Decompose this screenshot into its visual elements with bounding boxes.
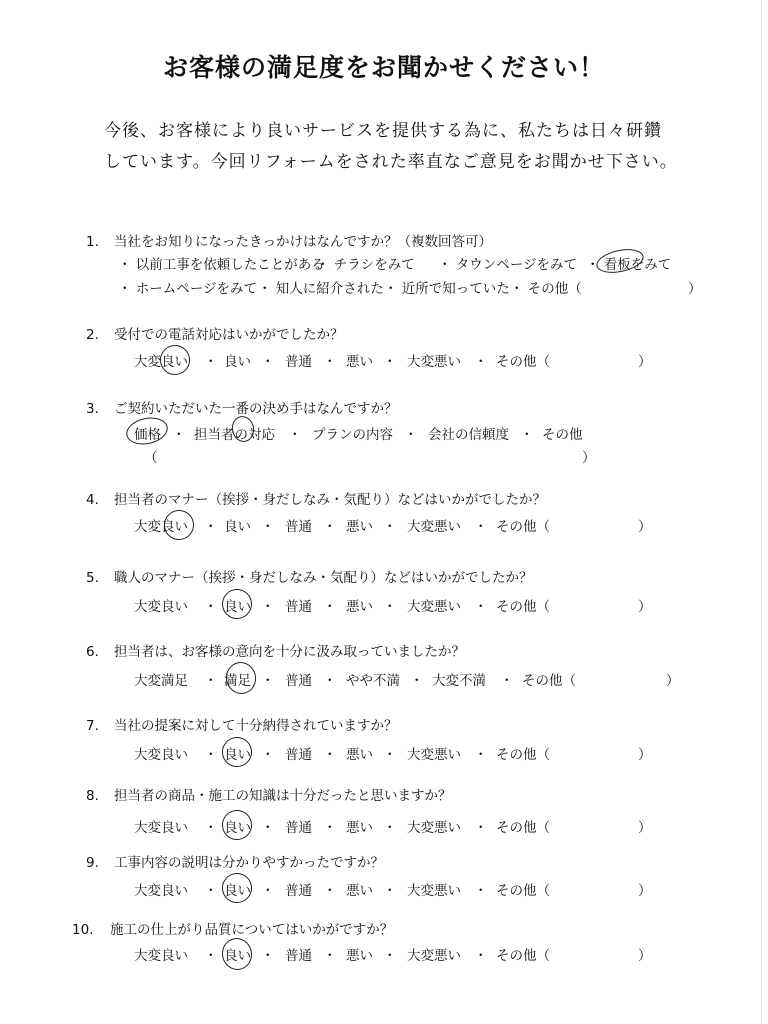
q4-options: 大変良い ・ 良い ・ 普通 ・ 悪い ・ 大変悪い ・ その他（ ） bbox=[134, 515, 654, 535]
q1-option-neighborhood[interactable]: ・ 近所で知っていた bbox=[384, 281, 510, 297]
q1-option-signboard[interactable]: ・ 看板をみて bbox=[586, 257, 672, 273]
q5-option-bad[interactable]: 悪い bbox=[346, 599, 373, 615]
q9-option-bad[interactable]: 悪い bbox=[346, 883, 373, 899]
question-number: 4. bbox=[86, 492, 99, 508]
selection-circle bbox=[157, 342, 193, 378]
q8-close-paren: ） bbox=[638, 820, 652, 836]
q5-option-other[interactable]: その他（ bbox=[496, 599, 550, 615]
survey-title: お客様の満足度をお聞かせください！ bbox=[162, 53, 605, 82]
q4-option-other[interactable]: その他（ bbox=[496, 519, 550, 535]
q10-close-paren: ） bbox=[638, 948, 652, 964]
q8-option-normal[interactable]: 普通 bbox=[285, 820, 312, 836]
q9-option-normal[interactable]: 普通 bbox=[285, 883, 312, 899]
question-number: 5. bbox=[86, 570, 99, 586]
q9-options: 大変良い ・ 良い ・ 普通 ・ 悪い ・ 大変悪い ・ その他（ ） bbox=[134, 879, 654, 899]
question-6 bbox=[86, 640, 465, 660]
q2-option-other[interactable]: その他（ bbox=[496, 354, 550, 370]
q8-options: 大変良い ・ 良い ・ 普通 ・ 悪い ・ 大変悪い ・ その他（ ） bbox=[134, 816, 654, 836]
question-9 bbox=[86, 851, 384, 871]
selection-circle bbox=[219, 935, 255, 973]
q9-close-paren: ） bbox=[638, 883, 652, 899]
q9-option-very-bad[interactable]: 大変悪い bbox=[407, 883, 461, 899]
question-number: 7. bbox=[86, 718, 99, 734]
q7-option-good[interactable]: 良い bbox=[224, 747, 251, 763]
q10-option-good[interactable]: 良い bbox=[224, 948, 251, 964]
q6-option-very-satisfied[interactable]: 大変満足 bbox=[134, 673, 188, 689]
q6-option-other[interactable]: その他（ bbox=[522, 673, 576, 689]
q9-option-very-good[interactable]: 大変良い bbox=[134, 883, 188, 899]
question-text: 受付での電話対応はいかがでしたか？ bbox=[114, 327, 344, 343]
question-text: 当社の提案に対して十分納得されていますか？ bbox=[114, 718, 398, 734]
q9-option-good[interactable]: 良い bbox=[224, 883, 251, 899]
q4-option-normal[interactable]: 普通 bbox=[285, 519, 312, 535]
q7-option-bad[interactable]: 悪い bbox=[346, 747, 373, 763]
q5-option-good[interactable]: 良い bbox=[224, 599, 251, 615]
q10-option-normal[interactable]: 普通 bbox=[285, 948, 312, 964]
q5-option-normal[interactable]: 普通 bbox=[285, 599, 312, 615]
selection-circle bbox=[219, 807, 255, 843]
question-text: 担当者は、お客様の意向を十分に汲み取っていましたか？ bbox=[114, 644, 465, 660]
question-number: 2. bbox=[86, 327, 99, 343]
q2-close-paren: ） bbox=[638, 354, 652, 370]
q1-option-homepage[interactable]: ・ ホームページをみて bbox=[118, 281, 258, 297]
q6-option-somewhat-unsatisfied[interactable]: やや不満 bbox=[346, 673, 400, 689]
q7-option-normal[interactable]: 普通 bbox=[285, 747, 312, 763]
question-5 bbox=[86, 566, 533, 586]
q6-option-normal[interactable]: 普通 bbox=[285, 673, 312, 689]
q3-close-paren: ） bbox=[582, 450, 596, 466]
q8-option-other[interactable]: その他（ bbox=[496, 820, 550, 836]
q1-option-previous-work[interactable]: ・ 以前工事を依頼したことがある bbox=[118, 257, 325, 273]
question-number: 10. bbox=[72, 922, 94, 938]
question-number: 1. bbox=[86, 234, 99, 250]
q10-option-other[interactable]: その他（ bbox=[496, 948, 550, 964]
selection-circle bbox=[219, 586, 255, 622]
question-number: 9. bbox=[86, 855, 99, 871]
q1-option-townpage[interactable]: ・ タウンページをみて bbox=[438, 257, 578, 273]
selection-circle bbox=[219, 734, 255, 770]
q6-option-satisfied[interactable]: 満足 bbox=[224, 673, 251, 689]
q3-option-plan[interactable]: プランの内容 bbox=[312, 427, 393, 443]
q1-close-paren: ） bbox=[688, 281, 702, 297]
question-text: 施工の仕上がり品質についてはいかがですか？ bbox=[110, 922, 394, 938]
q10-option-very-good[interactable]: 大変良い bbox=[134, 948, 188, 964]
q1-option-flyer[interactable]: ・ チラシをみて bbox=[316, 257, 415, 273]
q5-option-very-good[interactable]: 大変良い bbox=[134, 599, 188, 615]
q4-option-very-good[interactable]: 大変良い bbox=[134, 519, 188, 535]
q4-option-very-bad[interactable]: 大変悪い bbox=[407, 519, 461, 535]
q7-option-very-good[interactable]: 大変良い bbox=[134, 747, 188, 763]
q10-options: 大変良い ・ 良い ・ 普通 ・ 悪い ・ 大変悪い ・ その他（ ） bbox=[134, 944, 654, 964]
q3-options: 価格 ・ 担当者の対応 ・ プランの内容 ・ 会社の信頼度 ・ その他 bbox=[134, 423, 594, 443]
q1-option-other[interactable]: ・ その他（ bbox=[510, 281, 582, 297]
question-text: 担当者の商品・施工の知識は十分だったと思いますか？ bbox=[114, 788, 452, 804]
q4-option-bad[interactable]: 悪い bbox=[346, 519, 373, 535]
question-text: 工事内容の説明は分かりやすかったですか？ bbox=[114, 855, 384, 871]
q8-option-very-good[interactable]: 大変良い bbox=[134, 820, 188, 836]
q7-close-paren: ） bbox=[638, 747, 652, 763]
q2-options: 大変良い ・ 良い ・ 普通 ・ 悪い ・ 大変悪い ・ その他（ ） bbox=[134, 350, 654, 370]
question-2 bbox=[86, 323, 344, 343]
q10-option-bad[interactable]: 悪い bbox=[346, 948, 373, 964]
q3-option-staff[interactable]: 担当者の対応 bbox=[194, 427, 275, 443]
question-1 bbox=[86, 230, 492, 250]
q6-close-paren: ） bbox=[666, 673, 680, 689]
q6-option-very-unsatisfied[interactable]: 大変不満 bbox=[432, 673, 486, 689]
selection-circle bbox=[161, 507, 197, 543]
q4-close-paren: ） bbox=[638, 519, 652, 535]
question-text: 当社をお知りになったきっかけはなんですか？（複数回答可） bbox=[114, 234, 492, 250]
q3-option-trust[interactable]: 会社の信頼度 bbox=[428, 427, 509, 443]
q7-option-very-bad[interactable]: 大変悪い bbox=[407, 747, 461, 763]
q5-close-paren: ） bbox=[638, 599, 652, 615]
page-edge bbox=[761, 0, 762, 1024]
question-3 bbox=[86, 397, 398, 417]
question-8 bbox=[86, 784, 452, 804]
q2-option-bad[interactable]: 悪い bbox=[346, 354, 373, 370]
q1-options-line2 bbox=[118, 277, 718, 297]
intro-line-1: 今後、お客様により良いサービスを提供する為に、私たちは日々研鑽 bbox=[104, 121, 662, 141]
q4-option-good[interactable]: 良い bbox=[224, 519, 251, 535]
question-4 bbox=[86, 488, 546, 508]
question-10 bbox=[72, 918, 393, 938]
q8-option-good[interactable]: 良い bbox=[224, 820, 251, 836]
q1-options-line1 bbox=[118, 253, 678, 273]
q9-option-other[interactable]: その他（ bbox=[496, 883, 550, 899]
q7-options: 大変良い ・ 良い ・ 普通 ・ 悪い ・ 大変悪い ・ その他（ ） bbox=[134, 743, 654, 763]
selection-circle bbox=[223, 659, 259, 697]
selection-circle bbox=[219, 870, 255, 906]
q5-option-very-bad[interactable]: 大変悪い bbox=[407, 599, 461, 615]
q10-option-very-bad[interactable]: 大変悪い bbox=[407, 948, 461, 964]
question-text: 担当者のマナー（挨拶・身だしなみ・気配り）などはいかがでしたか？ bbox=[114, 492, 546, 508]
q5-options: 大変良い ・ 良い ・ 普通 ・ 悪い ・ 大変悪い ・ その他（ ） bbox=[134, 595, 654, 615]
question-7 bbox=[86, 714, 398, 734]
q2-option-normal[interactable]: 普通 bbox=[285, 354, 312, 370]
q8-option-bad[interactable]: 悪い bbox=[346, 820, 373, 836]
q3-option-price[interactable]: 価格 bbox=[134, 427, 161, 443]
q3-option-other[interactable]: その他 bbox=[542, 427, 583, 443]
q2-option-very-good[interactable]: 大変良い bbox=[134, 354, 188, 370]
question-number: 3. bbox=[86, 401, 99, 417]
q2-option-good[interactable]: 良い bbox=[224, 354, 251, 370]
q1-option-acquaintance[interactable]: ・ 知人に紹介された bbox=[258, 281, 384, 297]
q7-option-other[interactable]: その他（ bbox=[496, 747, 550, 763]
question-text: ご契約いただいた一番の決め手はなんですか？ bbox=[114, 401, 398, 417]
q3-open-paren: （ bbox=[144, 450, 158, 466]
q2-option-very-bad[interactable]: 大変悪い bbox=[407, 354, 461, 370]
intro-line-2: しています。今回リフォームをされた率直なご意見をお聞かせ下さい。 bbox=[104, 152, 678, 172]
question-number: 8. bbox=[86, 788, 99, 804]
question-text: 職人のマナー（挨拶・身だしなみ・気配り）などはいかがでしたか？ bbox=[114, 570, 533, 586]
q6-options: 大変満足 ・ 満足 ・ 普通 ・ やや不満 ・ 大変不満 ・ その他（ ） bbox=[134, 669, 684, 689]
question-number: 6. bbox=[86, 644, 99, 660]
q8-option-very-bad[interactable]: 大変悪い bbox=[407, 820, 461, 836]
